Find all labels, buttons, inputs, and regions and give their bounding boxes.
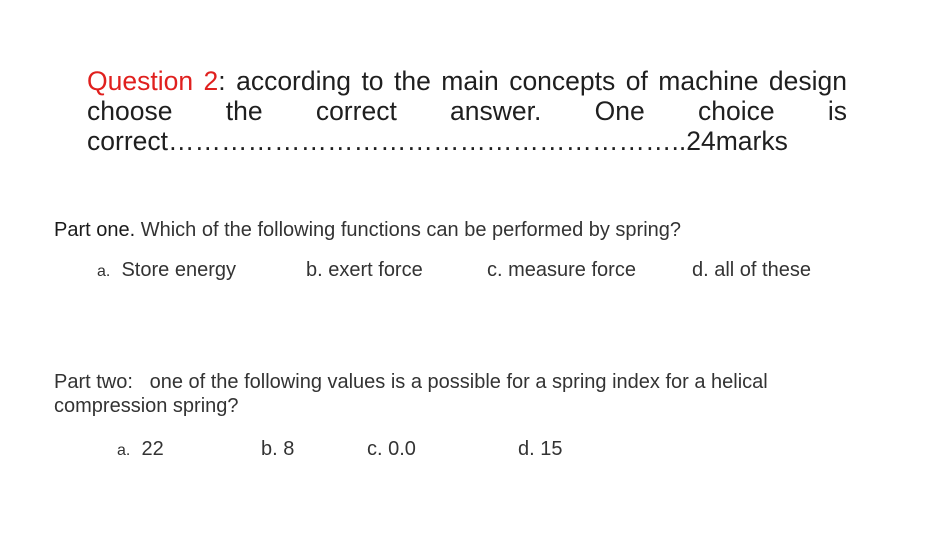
part-two-option-b (261, 437, 294, 461)
part-one-option-c (487, 258, 636, 282)
part-one-option-b (306, 258, 423, 282)
part-one-options (0, 258, 950, 284)
option-text: c. 0.0 (367, 438, 416, 460)
option-text: 22 (141, 438, 164, 460)
part-two-option-a (117, 437, 164, 463)
question-heading (87, 66, 847, 156)
question-number: Question 2 (87, 66, 219, 96)
part-one-label: Part one. (54, 219, 136, 241)
option-text: b. exert force (306, 259, 423, 281)
part-one-prompt (54, 218, 854, 242)
part-two-prompt (54, 370, 854, 418)
part-two-question: one of the following values is a possible for a spring index for a helical compression spring? (54, 371, 774, 417)
part-one-question: Which of the following functions can be performed by spring? (135, 219, 682, 241)
part-one-option-d (692, 258, 811, 282)
part-two-label: Part two: (54, 371, 133, 393)
option-text: Store energy (121, 259, 236, 281)
option-text: d. all of these (692, 259, 811, 281)
option-text: d. 15 (518, 438, 563, 460)
option-letter: a. (117, 442, 131, 459)
part-two-options (0, 437, 950, 463)
option-text: b. 8 (261, 438, 295, 460)
part-one-option-a (97, 258, 236, 284)
option-text: c. measure force (487, 259, 636, 281)
option-letter: a. (97, 263, 111, 280)
part-two-option-c (367, 437, 416, 461)
part-two-option-d (518, 437, 562, 461)
question-text: : according to the main concepts of machine design choose the correct answer. One choice is correct…………………………………………………..24marks (87, 66, 847, 156)
